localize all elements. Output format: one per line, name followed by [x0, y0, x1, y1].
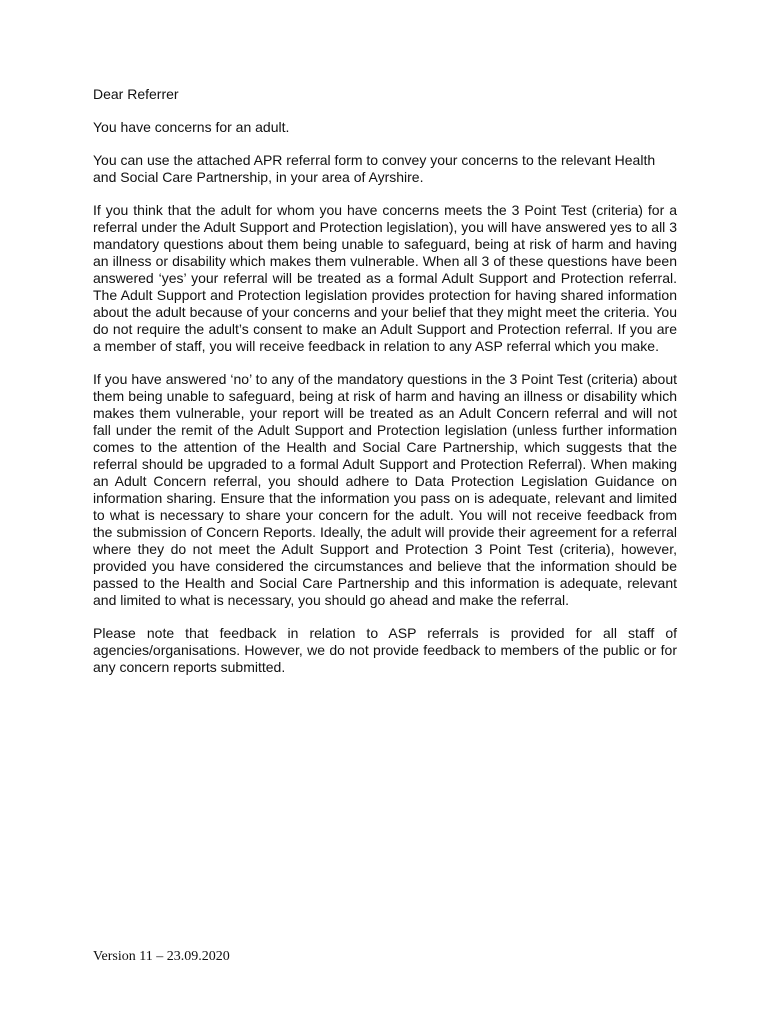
version-footer: Version 11 – 23.09.2020: [93, 949, 230, 964]
paragraph-referral-form: You can use the attached APR referral form to convey your concerns to the relevant Health and Social Care Partnership, in your area of Ayrshire.: [93, 152, 656, 185]
salutation: Dear Referrer: [93, 86, 179, 102]
paragraph-feedback-note: Please note that feedback in relation to ASP referrals is provided for all staff of agencies/organisations. However, we do not provide feedback to members of the public or for any concern reports submitted.: [93, 625, 677, 675]
letter-body: [93, 86, 677, 692]
paragraph-concerns: You have concerns for an adult.: [93, 119, 290, 135]
paragraph-adult-concern-referral: If you have answered ‘no’ to any of the mandatory questions in the 3 Point Test (criteria) about them being unable to safeguard, being at risk of harm and having an illness or disability which makes them vulnerable, your report will be treated as an Adult Concern referral and will not fall under the remit of the Adult Support and Protection legislation (unless further information comes to the attention of the Health and Social Care Partnership, which suggests that the referral should be upgraded to a formal Adult Support and Protection Referral). When making an Adult Concern referral, you should adhere to Data Protection Legislation Guidance on information sharing. Ensure that the information you pass on is adequate, relevant and limited to what is necessary to share your concern for the adult. You will not receive feedback from the submission of Concern Reports. Ideally, the adult will provide their agreement for a referral where they do not meet the Adult Support and Protection 3 Point Test (criteria), however, provided you have considered the circumstances and believe that the information should be passed to the Health and Social Care Partnership and this information is adequate, relevant and limited to what is necessary, you should go ahead and make the referral.: [93, 371, 677, 608]
paragraph-asp-referral: If you think that the adult for whom you have concerns meets the 3 Point Test (criteria) for a referral under the Adult Support and Protection legislation), you will have answered yes to all 3 mandatory questions about them being unable to safeguard, being at risk of harm and having an illness or disability which makes them vulnerable. When all 3 of these questions have been answered ‘yes’ your referral will be treated as a formal Adult Support and Protection referral. The Adult Support and Protection legislation provides protection for having shared information about the adult because of your concerns and your belief that they might meet the criteria. You do not require the adult’s consent to make an Adult Support and Protection referral. If you are a member of staff, you will receive feedback in relation to any ASP referral which you make.: [93, 202, 677, 354]
